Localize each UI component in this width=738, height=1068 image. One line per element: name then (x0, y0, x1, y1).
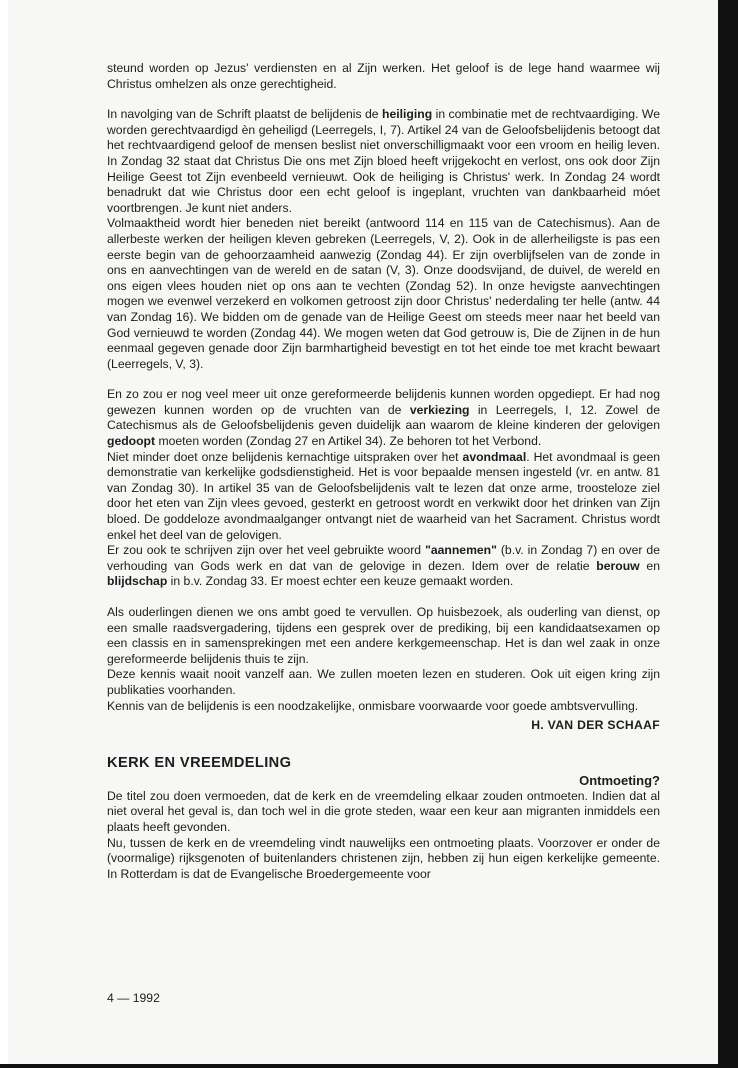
emphasis-gedoopt: gedoopt (107, 434, 156, 449)
emphasis-blijdschap: blijdschap (107, 574, 168, 589)
paragraph-volmaaktheid: Volmaaktheid wordt hier beneden niet bereikt (antwoord 114 en 115 van de Catechismus). Aan de allerbeste werken der heiligen kleven gebreken (Leerregels, V, 2). Ook in de allerheiligste is pas een eerste begin van de gehoorzaamheid aanwezig (Zondag 44). Er zijn overblijfselen van de zonde in ons en aanvechtingen van de wereld en de satan (V, 3). Onze doodsvijand, de duivel, de wereld en ons eigen vlees houden niet op ons aan te vechten (Zondag 52). In onze hevigste aanvechtingen mogen we evenwel verzekerd en volkomen getroost zijn door Christus' nederdaling ter helle (antw. 44 van Zondag 16). We bidden om de genade van de Heilige Geest om steeds meer naar het beeld van God vernieuwd te worden (Zondag 44). We mogen weten dat God getrouw is, Die de Zijnen in de hun eenmaal gegeven genade door Zijn barmhartigheid bevestigt en tot het einde toe met kracht bewaart (Leerregels, V, 3). (107, 216, 660, 371)
emphasis-berouw: berouw (596, 558, 640, 573)
paragraph-conclusie: Kennis van de belijdenis is een noodzakelijke, onmisbare voorwaarde voor goede ambtsvervulling. (107, 698, 639, 713)
sub-heading: Ontmoeting? (579, 772, 660, 788)
scan-border-right (718, 0, 738, 1068)
author-signature: H. VAN DER SCHAAF (531, 718, 660, 733)
paragraph-ouderlingen: Als ouderlingen dienen we ons ambt goed te vervullen. Op huisbezoek, als ouderling van dienst, op een smalle raadsvergadering, tijdens een gesprek over de prediking, bij een kandidaatsexamen op een classis en in samensprekingen met een andere kerkgemeenschap. Het is dan wel zaak in onze gereformeerde belijdenis thuis te zijn. (107, 605, 660, 666)
paragraph-aannemen: Er zou ook te schrijven zijn over het veel gebruikte woord "aannemen" (b.v. in Zondag 7) en over de verhouding van Gods werk en dat van de gelovige in dezen. Idem over de relatie berouw en blijdschap in b.v. Zondag 33. Er moest echter een keuze gemaakt worden. (107, 543, 660, 589)
page-number: 4 — 1992 (107, 991, 160, 1005)
paragraph-verkiezing: En zo zou er nog veel meer uit onze gereformeerde belijdenis kunnen worden opgediept. Er had nog gewezen kunnen worden op de vruchten van de verkiezing in Leerregels, I, 12. Zowel de Catechismus als de Geloofsbelijdenis geven duidelijk aan waarom de kleine kinderen der gelovigen gedoopt moeten worden (Zondag 27 en Artikel 34). Ze behoren tot het Verbond. (107, 387, 660, 449)
paragraph-geloof: steund worden op Jezus' verdiensten en al Zijn werken. Het geloof is de lege hand waarmee wij Christus omhelzen als onze gerechtigheid. (107, 61, 660, 91)
magazine-page (8, 0, 718, 1064)
scan-border-bottom (0, 1064, 738, 1068)
section-heading: KERK EN VREEMDELING (107, 754, 292, 771)
paragraph-ontmoeting: Nu, tussen de kerk en de vreemdeling vindt nauwelijks een ontmoeting plaats. Voorzover er onder de (voormalige) rijksgenoten of buitenlanders christenen zijn, hebben zij hun eigen kerkelijke gemeente. In Rotterdam is dat de Evangelische Broedergemeente voor (107, 835, 660, 881)
emphasis-avondmaal: avondmaal (462, 449, 527, 464)
paragraph-avondmaal: Niet minder doet onze belijdenis kernachtige uitspraken over het avondmaal. Het avondmaal is geen demonstratie van kerkelijke godsdienstigheid. Het is voor bepaalde mensen ingesteld (vr. en antw. 81 van Zondag 30). In artikel 35 van de Geloofsbelijdenis valt te lezen dat onze arme, troosteloze ziel door het eten van Zijn vlees gevoed, gesterkt en getroost wordt en verkwikt door het drinken van Zijn bloed. De goddeloze avondmaalganger ontvangt niet de waarheid van het Sacrament. Christus wordt enkel het deel van de gelovigen. (107, 449, 660, 542)
emphasis-verkiezing: verkiezing (409, 402, 470, 417)
paragraph-heiliging: In navolging van de Schrift plaatst de belijdenis de heiliging in combinatie met de rechtvaardiging. We worden gerechtvaardigd èn geheiligd (Leerregels, I, 7). Artikel 24 van de Geloofsbelijdenis betoogt dat het rechtvaardigend geloof de mensen beslist niet onverschilligmaakt voor een vroom en heilig leven. In Zondag 32 staat dat Christus Die ons met Zijn bloed heeft vrijgekocht en verlost, ons ook door Zijn Heilige Geest tot Zijn evenbeeld vernieuwt. Ook de heiliging is Christus' werk. In Zondag 24 wordt benadrukt dat wie Christus door een echt geloof is ingeplant, vruchten van dankbaarheid móet voortbrengen. Je kunt niet anders. (107, 107, 660, 215)
emphasis-heiliging: heiliging (382, 107, 433, 122)
paragraph-titel: De titel zou doen vermoeden, dat de kerk en de vreemdeling elkaar zouden ontmoeten. Indien dat al niet overal het geval is, dan toch wel in die grote steden, waar een keur aan migranten inmiddels een plaats heeft gevonden. (107, 788, 660, 834)
paragraph-kennis: Deze kennis waait nooit vanzelf aan. We zullen moeten lezen en studeren. Ook uit eigen kring zijn publikaties voorhanden. (107, 667, 660, 697)
emphasis-aannemen: "aannemen" (425, 543, 497, 558)
text-column (107, 61, 660, 882)
